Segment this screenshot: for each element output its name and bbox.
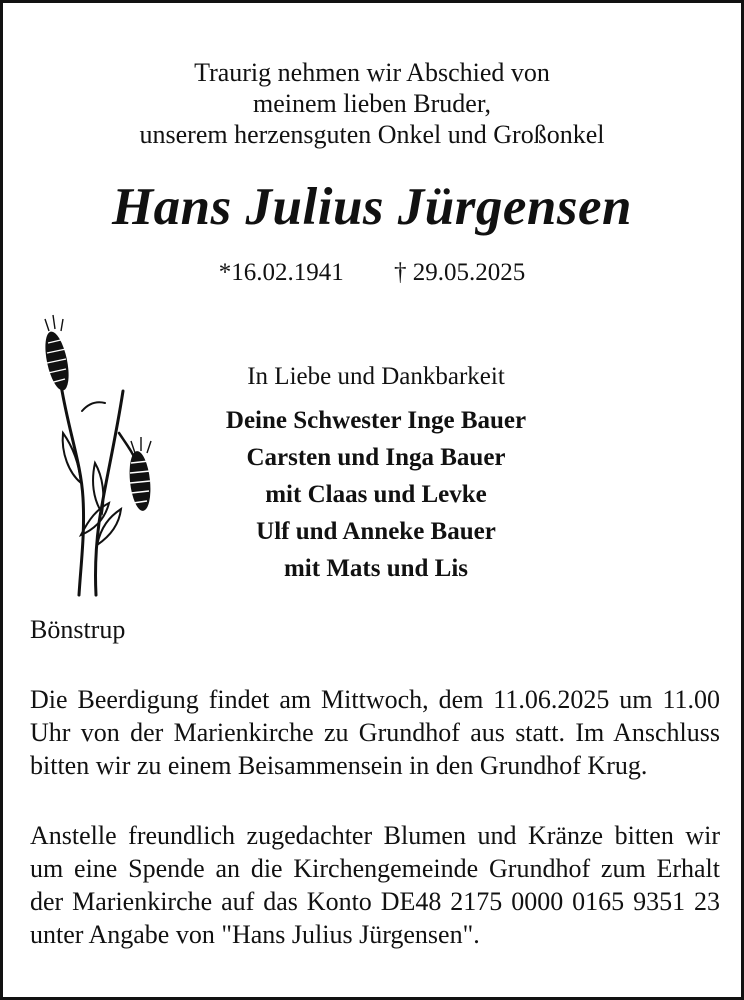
intro-line: Traurig nehmen wir Abschied von — [194, 58, 550, 87]
intro-line: unserem herzensguten Onkel und Großonkel — [139, 120, 605, 149]
intro-text — [3, 57, 741, 150]
funeral-info: Die Beerdigung findet am Mittwoch, dem 11.06.2025 um 11.00 Uhr von der Marienkirche zu Grundhof aus statt. Im Anschluss bitten wir zu einem Beisammensein in den Grundhof Krug. — [30, 685, 720, 780]
mourner-name: Deine Schwester Inge Bauer — [225, 407, 527, 434]
place-name: Bönstrup — [30, 615, 126, 644]
intro-line: meinem lieben Bruder, — [253, 89, 491, 118]
mourners-intro: In Liebe und Dankbarkeit — [247, 363, 505, 390]
mourner-name: Ulf und Anneke Bauer — [256, 518, 496, 545]
wheat-ears-icon — [39, 313, 161, 598]
mourners-block — [153, 360, 599, 587]
mourner-name: mit Claas und Levke — [265, 481, 487, 508]
death-date: † 29.05.2025 — [394, 259, 526, 286]
deceased-name: Hans Julius Jürgensen — [111, 178, 633, 236]
mourner-name: mit Mats und Lis — [283, 555, 469, 582]
birth-date: *16.02.1941 — [218, 259, 344, 286]
life-dates — [3, 258, 741, 288]
donation-info: Anstelle freundlich zugedachter Blumen und Kränze bitten wir um eine Spende an die Kirchengemeinde Grundhof zum Erhalt der Marienkirche auf das Konto DE48 2175 0000 0165 9351 23 unter Angabe von "Hans Julius Jürgensen". — [30, 821, 720, 949]
mourner-name: Carsten und Inga Bauer — [246, 444, 506, 471]
